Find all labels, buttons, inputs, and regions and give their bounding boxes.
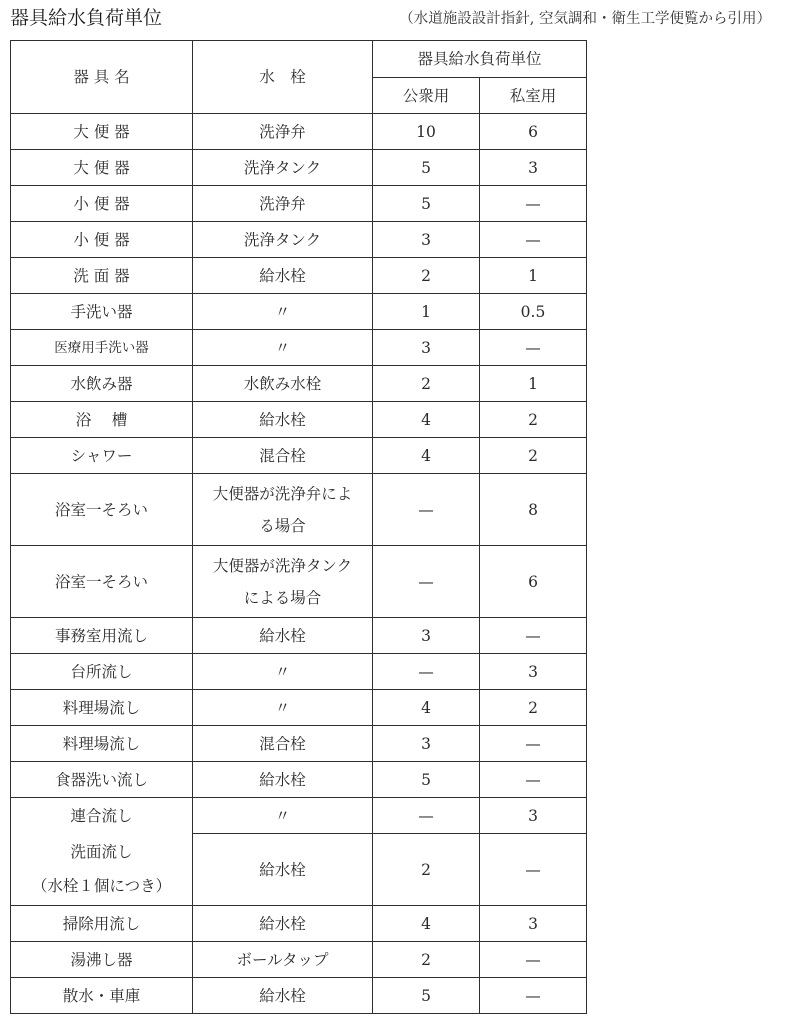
device-cell: 浴室一そろい (11, 546, 193, 618)
private-cell: — (480, 834, 587, 906)
device-cell: シャワー (11, 438, 193, 474)
public-cell: 4 (373, 402, 480, 438)
faucet-cell: 給水栓 (193, 402, 373, 438)
private-cell: — (480, 222, 587, 258)
private-cell: 3 (480, 150, 587, 186)
device-cell: 食器洗い流し (11, 762, 193, 798)
load-units-table (10, 40, 587, 1014)
public-cell: 4 (373, 438, 480, 474)
header-faucet: 水 栓 (193, 41, 373, 114)
header-load-units: 器具給水負荷単位 (373, 41, 587, 78)
device-cell: 洗 面 器 (11, 258, 193, 294)
faucet-cell: 水飲み水栓 (193, 366, 373, 402)
table-row (11, 906, 587, 942)
public-cell: 5 (373, 186, 480, 222)
device-cell: 大 便 器 (11, 114, 193, 150)
private-cell: 6 (480, 546, 587, 618)
faucet-cell: 〃 (193, 654, 373, 690)
header-device: 器 具 名 (11, 41, 193, 114)
device-cell: 湯沸し器 (11, 942, 193, 978)
public-cell: 10 (373, 114, 480, 150)
device-cell: 散水・車庫 (11, 978, 193, 1014)
device-cell: 浴 槽 (11, 402, 193, 438)
public-cell: 2 (373, 366, 480, 402)
public-cell: — (373, 474, 480, 546)
faucet-cell: 洗浄タンク (193, 222, 373, 258)
faucet-cell: 給水栓 (193, 258, 373, 294)
private-cell: 2 (480, 690, 587, 726)
public-cell: 3 (373, 330, 480, 366)
private-cell: 1 (480, 366, 587, 402)
device-cell: 台所流し (11, 654, 193, 690)
device-cell: 小 便 器 (11, 186, 193, 222)
private-cell: 2 (480, 438, 587, 474)
table-row (11, 474, 587, 546)
table-row (11, 978, 587, 1014)
table-row (11, 798, 587, 834)
table-row (11, 258, 587, 294)
private-cell: — (480, 726, 587, 762)
device-cell (11, 834, 193, 906)
table-row (11, 402, 587, 438)
device-line: 洗面流し (70, 843, 133, 862)
public-cell: 3 (373, 726, 480, 762)
public-cell: — (373, 654, 480, 690)
faucet-cell: 給水栓 (193, 978, 373, 1014)
public-cell: 5 (373, 150, 480, 186)
faucet-cell: 〃 (193, 330, 373, 366)
public-cell: 2 (373, 258, 480, 294)
faucet-cell: 〃 (193, 690, 373, 726)
public-cell: — (373, 546, 480, 618)
faucet-line: 大便器が洗浄弁によ (212, 484, 353, 503)
private-cell: 3 (480, 906, 587, 942)
device-cell: 料理場流し (11, 726, 193, 762)
public-cell: 2 (373, 942, 480, 978)
table-row (11, 294, 587, 330)
table-row (11, 150, 587, 186)
public-cell: 4 (373, 906, 480, 942)
faucet-cell: 〃 (193, 294, 373, 330)
table-row (11, 546, 587, 618)
device-cell: 事務室用流し (11, 618, 193, 654)
faucet-cell: 給水栓 (193, 618, 373, 654)
device-cell: 医療用手洗い器 (11, 330, 193, 366)
faucet-cell (193, 546, 373, 618)
faucet-cell: 混合栓 (193, 438, 373, 474)
public-cell: 3 (373, 222, 480, 258)
device-cell: 浴室一そろい (11, 474, 193, 546)
device-cell: 掃除用流し (11, 906, 193, 942)
header-public: 公衆用 (373, 78, 480, 114)
faucet-line: 大便器が洗浄タンク (212, 556, 353, 575)
table-row (11, 438, 587, 474)
private-cell: — (480, 942, 587, 978)
private-cell: — (480, 618, 587, 654)
faucet-cell: 洗浄タンク (193, 150, 373, 186)
device-cell: 水飲み器 (11, 366, 193, 402)
device-cell: 小 便 器 (11, 222, 193, 258)
public-cell: 5 (373, 978, 480, 1014)
faucet-line: による場合 (243, 588, 322, 607)
table-row (11, 942, 587, 978)
private-cell: 1 (480, 258, 587, 294)
device-line: （水栓１個につき） (31, 877, 172, 896)
public-cell: 2 (373, 834, 480, 906)
source-note: （水道施設設計指針, 空気調和・衛生工学便覧から引用） (399, 11, 771, 27)
public-cell: 3 (373, 618, 480, 654)
private-cell: — (480, 978, 587, 1014)
table-row (11, 366, 587, 402)
table-row (11, 186, 587, 222)
public-cell: — (373, 798, 480, 834)
faucet-cell: 給水栓 (193, 906, 373, 942)
faucet-cell: 混合栓 (193, 726, 373, 762)
private-cell: 3 (480, 798, 587, 834)
device-cell: 連合流し (11, 798, 193, 834)
faucet-cell: 洗浄弁 (193, 186, 373, 222)
faucet-cell: ボールタップ (193, 942, 373, 978)
private-cell: — (480, 330, 587, 366)
private-cell: 2 (480, 402, 587, 438)
public-cell: 1 (373, 294, 480, 330)
table-header-row (11, 41, 587, 78)
faucet-cell (193, 474, 373, 546)
header-private: 私室用 (480, 78, 587, 114)
private-cell: 3 (480, 654, 587, 690)
device-cell: 料理場流し (11, 690, 193, 726)
faucet-line: る場合 (259, 516, 306, 535)
table-row (11, 222, 587, 258)
table-row (11, 114, 587, 150)
faucet-cell: 給水栓 (193, 762, 373, 798)
table-row (11, 618, 587, 654)
private-cell: 0.5 (480, 294, 587, 330)
page-title: 器具給水負荷単位 (10, 7, 163, 29)
table-row (11, 834, 587, 906)
table-row (11, 654, 587, 690)
faucet-cell: 給水栓 (193, 834, 373, 906)
public-cell: 4 (373, 690, 480, 726)
table-row (11, 330, 587, 366)
private-cell: — (480, 186, 587, 222)
faucet-cell: 〃 (193, 798, 373, 834)
private-cell: 6 (480, 114, 587, 150)
table-row (11, 762, 587, 798)
table-row (11, 726, 587, 762)
table-row (11, 690, 587, 726)
private-cell: — (480, 762, 587, 798)
device-cell: 手洗い器 (11, 294, 193, 330)
public-cell: 5 (373, 762, 480, 798)
faucet-cell: 洗浄弁 (193, 114, 373, 150)
device-cell: 大 便 器 (11, 150, 193, 186)
private-cell: 8 (480, 474, 587, 546)
